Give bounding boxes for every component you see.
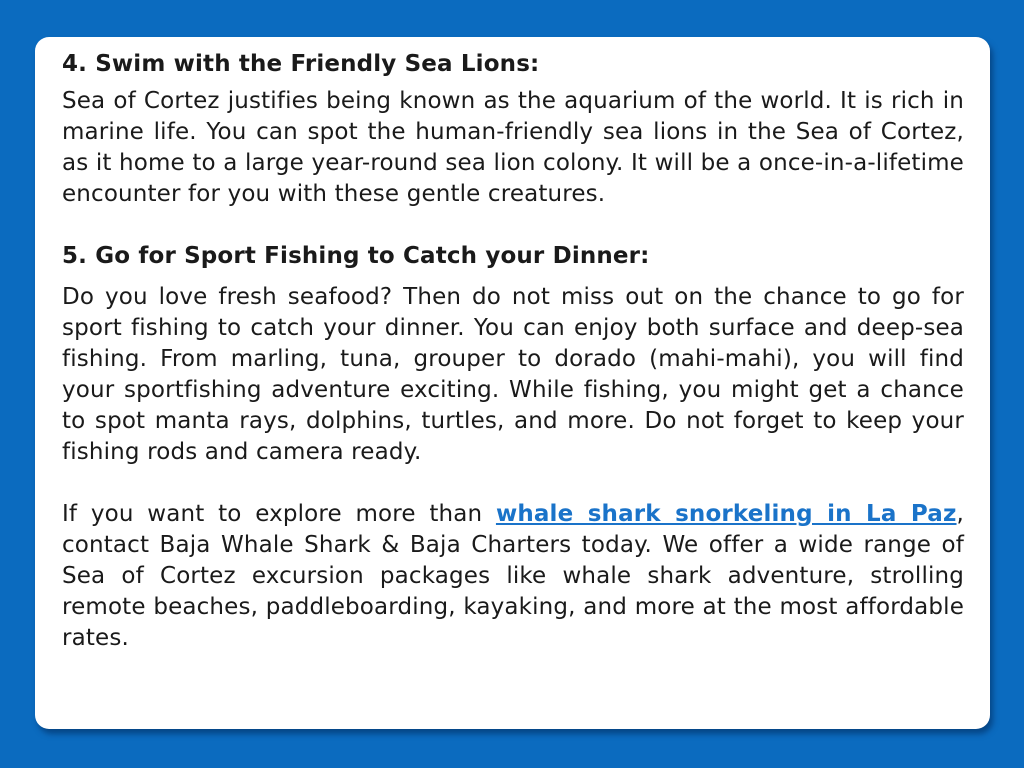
section-body-sea-lions: Sea of Cortez justifies being known as the aquarium of the world. It is rich in marine life. You can spot the human-friendly sea lions in the Sea of Cortez, as it home to a large year-round sea lion colony. It will be a once-in-a-lifetime encounter for you with these gentle creatures. [62, 88, 964, 207]
content-card [35, 37, 990, 729]
closing-paragraph [62, 499, 964, 654]
section-heading-sea-lions: 4. Swim with the Friendly Sea Lions: [62, 51, 540, 77]
closing-text-before-link: If you want to explore more than [62, 501, 496, 527]
article-body [62, 49, 964, 654]
section-body-sport-fishing: Do you love fresh seafood? Then do not miss out on the chance to go for sport fishing to catch your dinner. You can enjoy both surface and deep-sea fishing. From marling, tuna, grouper to dorado (mahi-mahi), you will find your sportfishing adventure exciting. While fishing, you might get a chance to spot manta rays, dolphins, turtles, and more. Do not forget to keep your fishing rods and camera ready. [62, 284, 964, 465]
section-heading-sport-fishing: 5. Go for Sport Fishing to Catch your Dinner: [62, 243, 650, 269]
whale-shark-snorkeling-link[interactable]: whale shark snorkeling in La Paz [495, 501, 957, 527]
closing-text-after-link: , contact Baja Whale Shark & Baja Charters today. We offer a wide range of Sea of Cortez excursion packages like whale shark adventure, strolling remote beaches, paddleboarding, kayaking, and more at the most affordable rates. [62, 501, 964, 651]
